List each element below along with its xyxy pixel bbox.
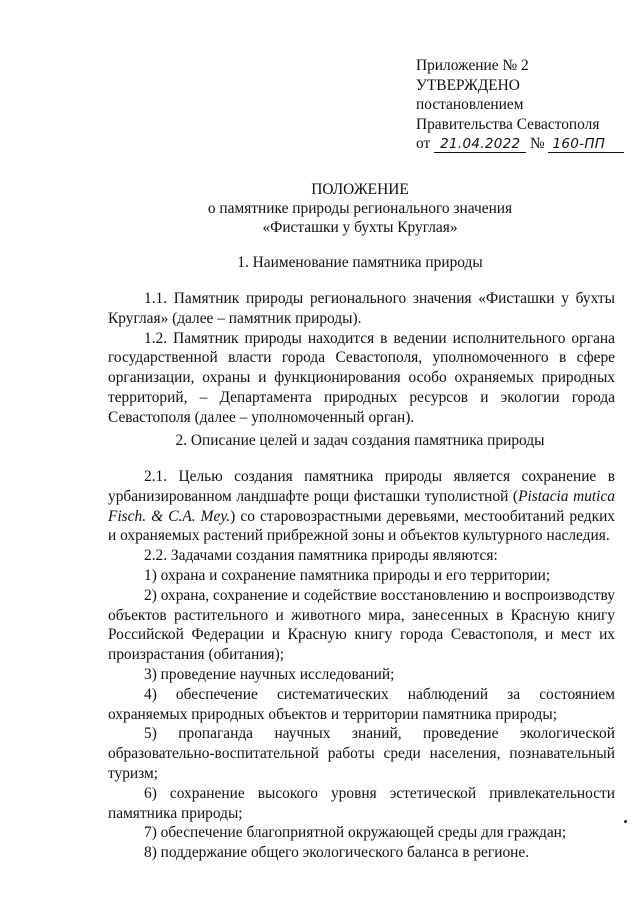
government-label: Правительства Севастополя [416, 115, 600, 133]
paragraph-2-2: 2.2. Задачами создания памятника природы являются: [144, 547, 498, 565]
handwritten-number: 160-ПП [548, 137, 624, 153]
date-number-line [416, 134, 636, 154]
paragraph-2-1-start: 2.1. Целью создания памятника природы является сохранение в урбанизированном ландшафте рощи фисташки туполистной ( [108, 468, 615, 505]
latin-species-name: Pistacia mutica Fisch. & C.A. Mey. [108, 487, 615, 525]
paragraph-2-1-end: ) со старовозрастными деревьями, местообитаний редких и охраняемых растений прибрежной зоны и объектов культурного наследия. [108, 507, 615, 545]
handwritten-date: 21.04.2022 [434, 137, 526, 153]
task-item: 1) охрана и сохранение памятника природы и его территории; [144, 566, 551, 584]
scan-speck [624, 820, 627, 823]
paragraph-2-1 [108, 467, 615, 546]
document-header [100, 180, 620, 237]
task-item: 8) поддержание общего экологического баланса в регионе. [144, 844, 530, 862]
task-item: 6) сохранение высокого уровня эстетической привлекательности памятника природы; [108, 784, 615, 822]
approved-label: УТВЕРЖДЕНО [416, 76, 520, 94]
document-subtitle: о памятнике природы регионального значения [207, 200, 513, 217]
paragraph-1-2: 1.2. Памятник природы находится в ведении исполнительного органа государственной власти города Севастополя, уполномоченного в сфере организации, охраны и функционирования особо охраняемых природных территорий, – Департамента природных ресурсов и экологии города Севастополя (далее – уполномоченный орган). [108, 329, 615, 426]
section-2-heading: 2. Описание целей и задач создания памятника природы [175, 432, 545, 449]
section-1-body [108, 289, 615, 428]
number-prefix: № [529, 135, 545, 152]
resolution-label: постановлением [416, 96, 524, 113]
monument-name: «Фисташки у бухты Круглая» [262, 219, 458, 236]
section-2-body [108, 467, 615, 863]
approval-block [416, 56, 636, 154]
appendix-label: Приложение № 2 [416, 57, 529, 74]
task-item: 3) проведение научных исследований; [144, 665, 395, 683]
task-item: 2) охрана, сохранение и содействие восстановлению и воспроизводству объектов растительного и животного мира, занесенных в Красную книгу Российской Федерации и Красную книгу города Севастополя, и мест их произрастания (обитания); [108, 586, 615, 664]
section-1-heading: 1. Наименование памятника природы [237, 254, 483, 271]
task-item: 4) обеспечение систематических наблюдений за состоянием охраняемых природных объектов и территории памятника природы; [108, 685, 615, 723]
task-item: 7) обеспечение благоприятной окружающей среды для граждан; [144, 824, 567, 842]
document-title: ПОЛОЖЕНИЕ [311, 181, 409, 198]
date-prefix: от [416, 135, 431, 152]
paragraph-1-1: 1.1. Памятник природы регионального значения «Фисташки у бухты Круглая» (далее – памятник природы). [108, 290, 615, 327]
task-item: 5) пропаганда научных знаний, проведение экологической образовательно-воспитательной работы среди населения, познавательный туризм; [108, 725, 615, 782]
